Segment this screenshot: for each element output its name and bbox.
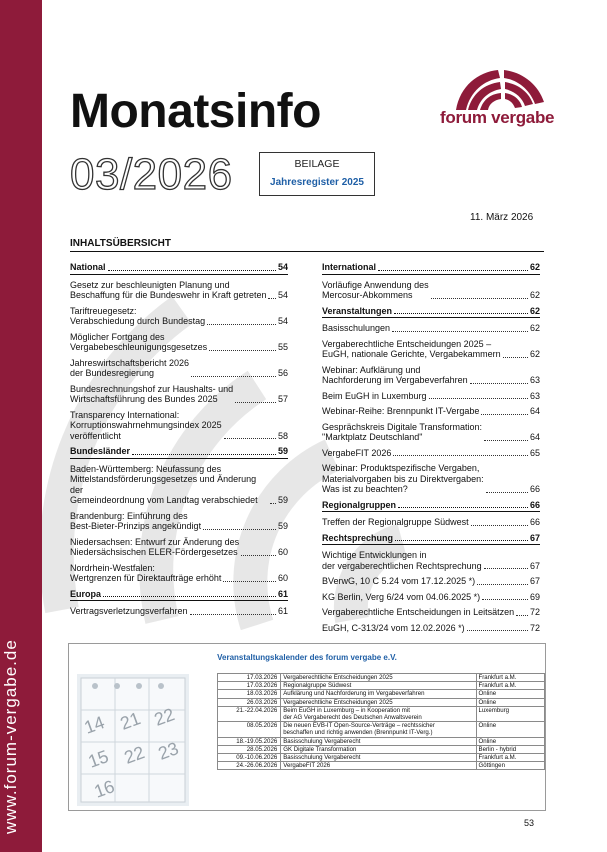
svg-text:16: 16 bbox=[91, 776, 118, 802]
toc-entry[interactable] bbox=[322, 576, 540, 587]
toc-entry-title: Veranstaltungen bbox=[322, 305, 393, 316]
toc-entry-title: National bbox=[70, 262, 106, 272]
toc-entry-title: Jahreswirtschaftsbericht 2026 der Bundesregierung bbox=[70, 357, 190, 378]
page-number: 53 bbox=[524, 818, 535, 828]
beilage-sub: Jahresregister 2025 bbox=[270, 177, 364, 188]
toc-page-number: 72 bbox=[529, 622, 540, 633]
toc-page-number: 62 bbox=[529, 262, 540, 272]
toc-entry[interactable] bbox=[322, 550, 540, 571]
toc-entry-title: Gesprächskreis Digitale Transformation: "Marktplatz Deutschland" bbox=[322, 421, 483, 442]
toc-page-number: 59 bbox=[277, 446, 288, 456]
toc-entry-title: Vergaberechtliche Entscheidungen 2025 – EuGH, nationale Gerichte, Vergabekammern bbox=[322, 338, 501, 359]
toc-leader-dots bbox=[484, 568, 528, 569]
toc-leader-dots bbox=[223, 581, 276, 582]
toc-entry[interactable] bbox=[70, 511, 288, 532]
toc-entry-title: Tariftreuegesetz: Verabschiedung durch Bundestag bbox=[70, 305, 206, 326]
toc-leader-dots bbox=[470, 383, 528, 384]
toc-leader-dots bbox=[484, 440, 528, 441]
toc-entry[interactable] bbox=[322, 607, 540, 618]
calendar-row bbox=[218, 737, 545, 745]
toc-entry-title: VergabeFIT 2026 bbox=[322, 447, 392, 458]
toc-entry-title: Wichtige Entwicklungen in der vergaberechtlichen Rechtsprechung bbox=[322, 550, 482, 571]
sidebar-band bbox=[0, 0, 42, 852]
calendar-date: 18.03.2026 bbox=[218, 690, 281, 698]
toc-leader-dots bbox=[486, 492, 528, 493]
calendar-table bbox=[217, 673, 545, 770]
toc-entry-title: Regionalgruppen bbox=[322, 499, 396, 510]
calendar-event-title: Vergaberechtliche Entscheidungen 2025 bbox=[281, 674, 476, 682]
toc-entry-title: Basisschulungen bbox=[322, 323, 391, 333]
toc-leader-dots bbox=[431, 298, 528, 299]
calendar-event-title: Regionalgruppe Südwest bbox=[281, 682, 476, 690]
toc-leader-dots bbox=[394, 313, 528, 314]
toc-page-number: 61 bbox=[277, 588, 288, 599]
toc-page-number: 54 bbox=[277, 316, 288, 326]
issue-number: 03/2026 bbox=[70, 150, 233, 199]
toc-page-number: 69 bbox=[529, 591, 540, 602]
toc-entry-title: Brandenburg: Einführung des Best-Bieter-Prinzips angekündigt bbox=[70, 510, 202, 531]
toc-entry[interactable] bbox=[70, 332, 288, 353]
toc-entry[interactable] bbox=[322, 422, 540, 443]
toc-section[interactable] bbox=[322, 533, 540, 546]
toc-entry[interactable] bbox=[322, 323, 540, 334]
toc-left-column bbox=[70, 262, 288, 622]
toc-entry-title: International bbox=[322, 262, 377, 272]
toc-entry-title: Vertragsverletzungsverfahren bbox=[70, 606, 188, 616]
toc-entry[interactable] bbox=[322, 623, 540, 634]
toc-entry-title: Webinar: Aufklärung und Nachforderung im Vergabeverfahren bbox=[322, 364, 468, 385]
toc-page-number: 54 bbox=[277, 262, 288, 272]
calendar-row bbox=[218, 762, 545, 770]
toc-section[interactable] bbox=[70, 589, 288, 602]
toc-leader-dots bbox=[467, 630, 528, 631]
toc-leader-dots bbox=[235, 402, 276, 403]
toc-entry[interactable] bbox=[322, 406, 540, 417]
calendar-title: Veranstaltungskalender des forum vergabe e.V. bbox=[217, 653, 397, 662]
toc-entry-title: Vorläufige Anwendung des Mercosur-Abkommens bbox=[322, 279, 429, 300]
toc-page-number: 67 bbox=[529, 560, 540, 571]
svg-text:22: 22 bbox=[151, 704, 178, 730]
calendar-row bbox=[218, 674, 545, 682]
calendar-place: Online bbox=[476, 690, 544, 698]
svg-text:21: 21 bbox=[117, 708, 144, 734]
toc-section[interactable] bbox=[70, 446, 288, 459]
calendar-date: 09.-10.06.2026 bbox=[218, 754, 281, 762]
toc-leader-dots bbox=[516, 615, 528, 616]
toc-page-number: 60 bbox=[277, 547, 288, 557]
toc-section[interactable] bbox=[322, 306, 540, 319]
toc-leader-dots bbox=[207, 324, 276, 325]
toc-entry[interactable] bbox=[70, 563, 288, 584]
toc-entry[interactable] bbox=[70, 537, 288, 558]
calendar-date: 17.03.2026 bbox=[218, 682, 281, 690]
toc-leader-dots bbox=[270, 503, 276, 504]
calendar-date: 21.-22.04.2026 bbox=[218, 706, 281, 721]
calendar-event-title: VergabeFIT 2026 bbox=[281, 762, 476, 770]
toc-leader-dots bbox=[203, 529, 276, 530]
toc-entry-title: Rechtsprechung bbox=[322, 532, 394, 543]
toc-entry[interactable] bbox=[70, 606, 288, 617]
calendar-event-title: GK Digitale Transformation bbox=[281, 745, 476, 753]
beilage-box bbox=[259, 152, 375, 196]
event-calendar bbox=[68, 643, 546, 811]
toc-page-number: 64 bbox=[529, 406, 540, 416]
toc-entry[interactable] bbox=[322, 391, 540, 402]
toc-leader-dots bbox=[398, 507, 528, 508]
toc-leader-dots bbox=[103, 596, 276, 597]
svg-text:23: 23 bbox=[155, 738, 182, 764]
toc-entry[interactable] bbox=[70, 410, 288, 442]
toc-page-number: 60 bbox=[277, 573, 288, 583]
toc-leader-dots bbox=[429, 398, 528, 399]
calendar-row bbox=[218, 706, 545, 721]
toc-entry[interactable] bbox=[322, 517, 540, 528]
toc-page-number: 61 bbox=[277, 606, 288, 616]
toc-entry[interactable] bbox=[322, 365, 540, 386]
toc-page-number: 55 bbox=[277, 342, 288, 352]
toc-section[interactable] bbox=[70, 262, 288, 275]
calendar-row bbox=[218, 722, 545, 737]
toc-page-number: 72 bbox=[529, 607, 540, 617]
sidebar-url-text[interactable]: www.forum-vergabe.de bbox=[1, 639, 20, 834]
toc-page-number: 63 bbox=[529, 375, 540, 385]
toc-entry[interactable] bbox=[70, 306, 288, 327]
toc-entry-title: Niedersachsen: Entwurf zur Änderung des Niedersächsischen ELER-Fördergesetzes bbox=[70, 536, 240, 557]
toc-divider bbox=[70, 251, 544, 252]
toc-entry-title: Vergaberechtliche Entscheidungen in Leitsätzen bbox=[322, 607, 515, 617]
svg-text:14: 14 bbox=[81, 712, 108, 738]
toc-entry-title: Möglicher Fortgang des Vergabebeschleunigungsgesetzes bbox=[70, 331, 208, 352]
svg-text:22: 22 bbox=[121, 742, 148, 768]
toc-entry-title: Webinar: Produktspezifische Vergaben, Materialvorgaben bis zu Direktvergaben: Was ist zu beachten? bbox=[322, 463, 484, 494]
calendar-place: Luxemburg bbox=[476, 706, 544, 721]
toc-leader-dots bbox=[268, 298, 276, 299]
toc-entry-title: Treffen der Regionalgruppe Südwest bbox=[322, 517, 469, 527]
toc-entry-title: Transparency International: Korruptionswahrnehmungsindex 2025 veröffentlicht bbox=[70, 409, 222, 441]
toc-entry[interactable] bbox=[322, 280, 540, 301]
toc-entry[interactable] bbox=[70, 384, 288, 405]
calendar-row bbox=[218, 754, 545, 762]
toc-page-number: 62 bbox=[529, 323, 540, 333]
sidebar-url[interactable] bbox=[1, 634, 34, 834]
toc-leader-dots bbox=[393, 455, 528, 456]
toc-leader-dots bbox=[378, 270, 528, 271]
toc-entry-title: Europa bbox=[70, 588, 102, 599]
calendar-photo-icon bbox=[77, 674, 189, 806]
calendar-date: 17.03.2026 bbox=[218, 674, 281, 682]
logo-text: forum vergabe bbox=[440, 108, 555, 127]
toc-entry-title: Gesetz zur beschleunigten Planung und Beschaffung für die Bundeswehr in Kraft getreten bbox=[70, 279, 267, 300]
toc-entry-title: Baden-Württemberg: Neufassung des Mittelstandsförderungsgesetzes und Änderung der Gemeindeordnung vom Landtag verabschiedet bbox=[70, 463, 258, 505]
page-title: Monatsinfo bbox=[70, 85, 321, 138]
toc-entry[interactable] bbox=[70, 280, 288, 301]
toc-leader-dots bbox=[481, 414, 528, 415]
toc-section[interactable] bbox=[322, 262, 540, 275]
toc-entry-title: Bundesländer bbox=[70, 446, 131, 456]
toc-leader-dots bbox=[392, 331, 528, 332]
calendar-place: Frankfurt a.M. bbox=[476, 674, 544, 682]
toc-page-number: 56 bbox=[277, 368, 288, 378]
toc-leader-dots bbox=[132, 454, 276, 455]
toc-page-number: 59 bbox=[277, 495, 288, 505]
toc-leader-dots bbox=[190, 614, 276, 615]
calendar-row bbox=[218, 682, 545, 690]
toc-leader-dots bbox=[395, 540, 528, 541]
calendar-event-title: Basisschulung Vergaberecht bbox=[281, 737, 476, 745]
toc-page-number: 63 bbox=[529, 390, 540, 401]
calendar-event-title: Aufklärung und Nachforderung im Vergabeverfahren bbox=[281, 690, 476, 698]
calendar-place: Göttingen bbox=[476, 762, 544, 770]
toc-page-number: 62 bbox=[529, 349, 540, 359]
toc-entry-title: Nordrhein-Westfalen: Wertgrenzen für Direktaufträge erhöht bbox=[70, 562, 222, 583]
calendar-event-title: Vergaberechtliche Entscheidungen 2025 bbox=[281, 698, 476, 706]
toc-heading: INHALTSÜBERSICHT bbox=[70, 238, 171, 249]
toc-entry-title: Beim EuGH in Luxemburg bbox=[322, 390, 427, 401]
toc-page-number: 66 bbox=[529, 517, 540, 527]
calendar-row bbox=[218, 745, 545, 753]
toc-page-number: 67 bbox=[529, 576, 540, 586]
calendar-place: Online bbox=[476, 722, 544, 737]
calendar-row bbox=[218, 698, 545, 706]
toc-entry[interactable] bbox=[322, 463, 540, 495]
toc-leader-dots bbox=[108, 270, 276, 271]
toc-leader-dots bbox=[241, 555, 276, 556]
toc-page-number: 66 bbox=[529, 484, 540, 494]
toc-page-number: 66 bbox=[529, 499, 540, 510]
toc-entry-title: BVerwG, 10 C 5.24 vom 17.12.2025 *) bbox=[322, 576, 476, 586]
toc-entry[interactable] bbox=[322, 448, 540, 459]
toc-page-number: 57 bbox=[277, 394, 288, 404]
toc-entry-title: Bundesrechnungshof zur Haushalts- und Wirtschaftsführung des Bundes 2025 bbox=[70, 383, 234, 404]
toc-entry[interactable] bbox=[322, 339, 540, 360]
toc-section[interactable] bbox=[322, 500, 540, 513]
toc-page-number: 58 bbox=[277, 430, 288, 441]
calendar-place: Online bbox=[476, 698, 544, 706]
calendar-event-title: Die neuen EVB-IT Open-Source-Verträge – rechtssicher beschaffen und richtig anwenden (Brennpunkt IT-Verg.) bbox=[281, 722, 476, 737]
toc-entry-title: Webinar-Reihe: Brennpunkt IT-Vergabe bbox=[322, 406, 480, 416]
svg-text:15: 15 bbox=[85, 746, 112, 772]
calendar-place: Frankfurt a.M. bbox=[476, 682, 544, 690]
toc-page-number: 64 bbox=[529, 432, 540, 442]
issue-date: 11. März 2026 bbox=[470, 212, 534, 223]
toc-entry-title: KG Berlin, Verg 6/24 vom 04.06.2025 *) bbox=[322, 591, 481, 602]
toc-leader-dots bbox=[482, 599, 528, 600]
calendar-date: 28.05.2026 bbox=[218, 745, 281, 753]
calendar-place: Berlin - hybrid bbox=[476, 745, 544, 753]
toc-entry[interactable] bbox=[322, 592, 540, 603]
calendar-event-title: Beim EuGH in Luxemburg – in Kooperation mit der AG Vergaberecht des Deutschen Anwaltsverein bbox=[281, 706, 476, 721]
toc-right-column bbox=[322, 262, 540, 638]
calendar-date: 18.-19.05.2026 bbox=[218, 737, 281, 745]
calendar-date: 08.05.2026 bbox=[218, 722, 281, 737]
toc-leader-dots bbox=[191, 376, 276, 377]
calendar-date: 24.-26.06.2026 bbox=[218, 762, 281, 770]
calendar-place: Frankfurt a.M. bbox=[476, 754, 544, 762]
calendar-row bbox=[218, 690, 545, 698]
toc-page-number: 65 bbox=[529, 447, 540, 458]
toc-leader-dots bbox=[477, 584, 528, 585]
toc-leader-dots bbox=[209, 350, 276, 351]
toc-page-number: 67 bbox=[529, 532, 540, 543]
toc-leader-dots bbox=[503, 357, 528, 358]
toc-page-number: 62 bbox=[529, 290, 540, 300]
toc-entry[interactable] bbox=[70, 464, 288, 506]
toc-leader-dots bbox=[224, 438, 276, 439]
calendar-event-title: Basisschulung Vergaberecht bbox=[281, 754, 476, 762]
toc-leader-dots bbox=[471, 525, 528, 526]
toc-page-number: 54 bbox=[277, 290, 288, 300]
beilage-label: BEILAGE bbox=[294, 158, 340, 170]
toc-page-number: 62 bbox=[529, 305, 540, 316]
calendar-date: 26.03.2026 bbox=[218, 698, 281, 706]
toc-entry-title: EuGH, C-313/24 vom 12.02.2026 *) bbox=[322, 622, 465, 633]
calendar-place: Online bbox=[476, 737, 544, 745]
toc-page-number: 59 bbox=[277, 521, 288, 531]
toc-entry[interactable] bbox=[70, 358, 288, 379]
